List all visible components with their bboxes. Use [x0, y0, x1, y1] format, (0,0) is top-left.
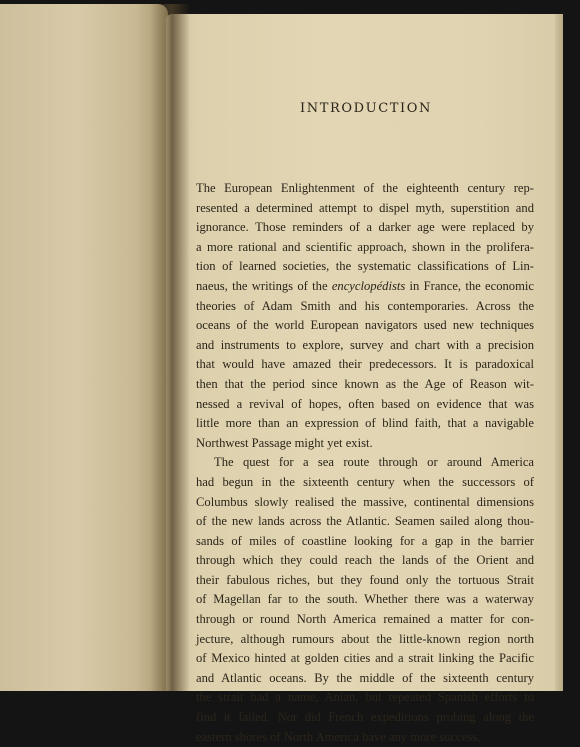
body-text: [196, 179, 534, 747]
text-line: The quest for a sea route through or around America: [214, 455, 534, 470]
chapter-heading: INTRODUCTION: [300, 101, 432, 116]
text-line: the strait had a name, Anian, but repeated Spanish efforts to: [196, 690, 534, 705]
text-line: Northwest Passage might yet exist.: [196, 435, 373, 450]
text-segment: in France, the economic: [405, 278, 534, 293]
text-line: little more than an expression of blind faith, that a navigable: [196, 416, 534, 431]
text-line: had begun in the sixteenth century when the successors of: [196, 474, 534, 489]
left-page: [0, 4, 168, 691]
text-line: of Mexico hinted at golden cities and a strait linking the Pacific: [196, 651, 534, 666]
text-line: and instruments to explore, survey and chart with a precision: [196, 337, 534, 352]
text-line: sands of miles of coastline looking for a gap in the barrier: [196, 533, 534, 548]
text-line: of the new lands across the Atlantic. Seamen sailed along thou-: [196, 514, 534, 529]
paragraph: [196, 453, 534, 747]
text-line: oceans of the world European navigators used new techniques: [196, 318, 534, 333]
text-line: and Atlantic oceans. By the middle of the sixteenth century: [196, 670, 534, 685]
text-line: tion of learned societies, the systematic classifications of Lin-: [196, 259, 534, 274]
text-line: jecture, although rumours about the little-known region north: [196, 631, 534, 646]
text-line: then that the period since known as the Age of Reason wit-: [196, 376, 534, 391]
text-line: theories of Adam Smith and his contemporaries. Across the: [196, 298, 534, 313]
text-line: find it failed. Nor did French expeditions probing along the: [196, 710, 534, 725]
text-line: their fabulous riches, but they found only the tortuous Strait: [196, 572, 534, 587]
text-line: [196, 277, 534, 297]
paragraph: [196, 179, 534, 453]
text-line: of Magellan far to the south. Whether there was a waterway: [196, 592, 534, 607]
text-line: Columbus slowly realised the massive, continental dimensions: [196, 494, 534, 509]
text-line: through or round North America remained a matter for con-: [196, 612, 534, 627]
text-segment: naeus, the writings of the: [196, 278, 332, 293]
text-line: that would have amazed their predecessors. It is paradoxical: [196, 357, 534, 372]
text-line: through which they could reach the lands of the Orient and: [196, 553, 534, 568]
text-line: nessed a revival of hopes, often based on evidence that was: [196, 396, 534, 411]
italic-term: encyclopédists: [331, 278, 406, 293]
text-line: eastern shores of North America have any more success,: [196, 729, 481, 744]
text-line: a more rational and scientific approach, shown in the prolifera-: [196, 239, 534, 254]
text-line: The European Enlightenment of the eighteenth century rep-: [196, 181, 534, 195]
text-line: resented a determined attempt to dispel myth, superstition and: [196, 200, 534, 215]
text-line: ignorance. Those reminders of a darker age were replaced by: [196, 220, 534, 235]
